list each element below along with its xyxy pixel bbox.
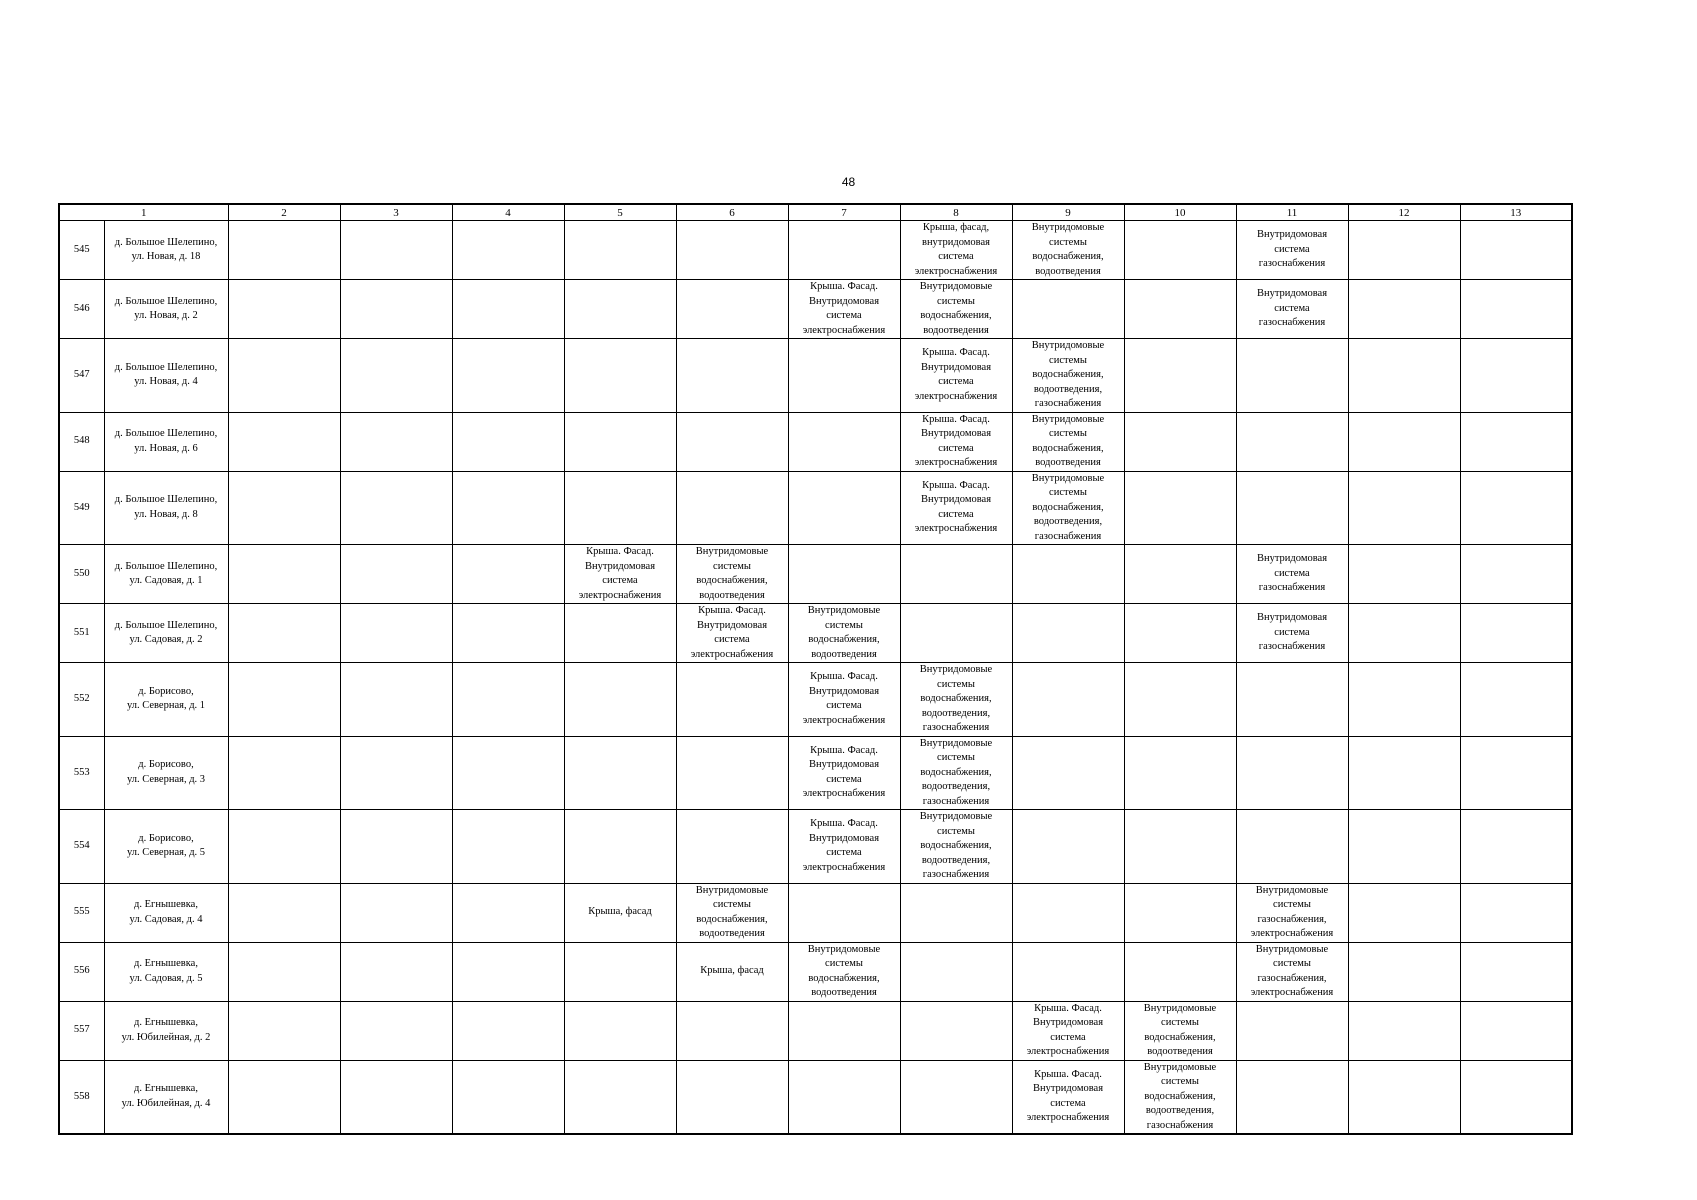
work-cell-col-11: Внутридомовая система газоснабжения	[1236, 604, 1348, 663]
column-header-10: 10	[1124, 204, 1236, 221]
work-cell-col-10	[1124, 471, 1236, 545]
row-number: 545	[59, 221, 104, 280]
work-cell-col-13	[1460, 280, 1572, 339]
work-cell-col-12	[1348, 471, 1460, 545]
work-cell-col-5	[564, 412, 676, 471]
column-header-4: 4	[452, 204, 564, 221]
address-cell: д. Большое Шелепино, ул. Садовая, д. 1	[104, 545, 228, 604]
address-cell: д. Егнышевка, ул. Садовая, д. 4	[104, 883, 228, 942]
work-cell-col-9	[1012, 545, 1124, 604]
column-header-9: 9	[1012, 204, 1124, 221]
work-cell-col-9: Внутридомовые системы водоснабжения, водоотведения, газоснабжения	[1012, 339, 1124, 413]
work-cell-col-8: Крыша. Фасад. Внутридомовая система электроснабжения	[900, 471, 1012, 545]
work-cell-col-10	[1124, 280, 1236, 339]
address-cell: д. Егнышевка, ул. Садовая, д. 5	[104, 942, 228, 1001]
column-header-11: 11	[1236, 204, 1348, 221]
work-cell-col-11	[1236, 471, 1348, 545]
address-cell: д. Борисово, ул. Северная, д. 5	[104, 810, 228, 884]
work-cell-col-5	[564, 280, 676, 339]
work-cell-col-10	[1124, 883, 1236, 942]
row-number: 550	[59, 545, 104, 604]
work-cell-col-12	[1348, 942, 1460, 1001]
work-cell-col-11	[1236, 339, 1348, 413]
work-cell-col-8: Внутридомовые системы водоснабжения, водоотведения	[900, 280, 1012, 339]
work-cell-col-3	[340, 339, 452, 413]
work-cell-col-3	[340, 280, 452, 339]
work-cell-col-12	[1348, 663, 1460, 737]
address-cell: д. Борисово, ул. Северная, д. 1	[104, 663, 228, 737]
work-cell-col-5	[564, 1060, 676, 1134]
work-cell-col-9	[1012, 604, 1124, 663]
work-cell-col-10	[1124, 942, 1236, 1001]
work-cell-col-3	[340, 736, 452, 810]
work-cell-col-2	[228, 1060, 340, 1134]
work-cell-col-7	[788, 1060, 900, 1134]
work-cell-col-5	[564, 663, 676, 737]
table-row	[59, 604, 1572, 663]
work-cell-col-4	[452, 339, 564, 413]
work-cell-col-3	[340, 663, 452, 737]
work-cell-col-5	[564, 1001, 676, 1060]
work-cell-col-10: Внутридомовые системы водоснабжения, водоотведения	[1124, 1001, 1236, 1060]
work-cell-col-12	[1348, 412, 1460, 471]
work-cell-col-13	[1460, 471, 1572, 545]
work-cell-col-6	[676, 1060, 788, 1134]
work-cell-col-10	[1124, 736, 1236, 810]
work-cell-col-7	[788, 221, 900, 280]
work-cell-col-3	[340, 412, 452, 471]
work-cell-col-4	[452, 545, 564, 604]
work-cell-col-2	[228, 663, 340, 737]
work-cell-col-3	[340, 810, 452, 884]
work-cell-col-10: Внутридомовые системы водоснабжения, водоотведения, газоснабжения	[1124, 1060, 1236, 1134]
address-cell: д. Большое Шелепино, ул. Новая, д. 6	[104, 412, 228, 471]
table-row	[59, 883, 1572, 942]
work-cell-col-11	[1236, 1001, 1348, 1060]
work-cell-col-5	[564, 942, 676, 1001]
work-cell-col-4	[452, 663, 564, 737]
table-row	[59, 471, 1572, 545]
work-cell-col-9: Крыша. Фасад. Внутридомовая система электроснабжения	[1012, 1001, 1124, 1060]
work-cell-col-6	[676, 1001, 788, 1060]
row-number: 551	[59, 604, 104, 663]
work-cell-col-5	[564, 810, 676, 884]
column-header-12: 12	[1348, 204, 1460, 221]
work-cell-col-8: Внутридомовые системы водоснабжения, водоотведения, газоснабжения	[900, 736, 1012, 810]
table-row	[59, 942, 1572, 1001]
work-cell-col-2	[228, 221, 340, 280]
work-cell-col-10	[1124, 663, 1236, 737]
work-cell-col-2	[228, 810, 340, 884]
work-cell-col-4	[452, 604, 564, 663]
address-cell: д. Большое Шелепино, ул. Новая, д. 18	[104, 221, 228, 280]
header-row	[59, 204, 1572, 221]
work-cell-col-11	[1236, 736, 1348, 810]
work-cell-col-13	[1460, 1060, 1572, 1134]
work-cell-col-4	[452, 412, 564, 471]
row-number: 546	[59, 280, 104, 339]
row-number: 556	[59, 942, 104, 1001]
column-header-5: 5	[564, 204, 676, 221]
work-cell-col-6: Крыша. Фасад. Внутридомовая система электроснабжения	[676, 604, 788, 663]
work-cell-col-6	[676, 339, 788, 413]
work-cell-col-4	[452, 221, 564, 280]
work-cell-col-11: Внутридомовая система газоснабжения	[1236, 280, 1348, 339]
work-cell-col-12	[1348, 810, 1460, 884]
work-cell-col-13	[1460, 883, 1572, 942]
work-cell-col-5	[564, 221, 676, 280]
work-cell-col-6	[676, 663, 788, 737]
table-row	[59, 280, 1572, 339]
work-cell-col-7	[788, 1001, 900, 1060]
work-cell-col-7	[788, 545, 900, 604]
work-cell-col-8	[900, 1001, 1012, 1060]
work-cell-col-2	[228, 412, 340, 471]
work-cell-col-2	[228, 545, 340, 604]
address-cell: д. Большое Шелепино, ул. Новая, д. 8	[104, 471, 228, 545]
work-cell-col-7: Внутридомовые системы водоснабжения, водоотведения	[788, 942, 900, 1001]
work-cell-col-6	[676, 280, 788, 339]
table-header	[59, 204, 1572, 221]
work-cell-col-2	[228, 1001, 340, 1060]
work-cell-col-6: Крыша, фасад	[676, 942, 788, 1001]
work-cell-col-12	[1348, 221, 1460, 280]
work-cell-col-8: Крыша. Фасад. Внутридомовая система электроснабжения	[900, 339, 1012, 413]
column-header-8: 8	[900, 204, 1012, 221]
work-cell-col-2	[228, 736, 340, 810]
work-cell-col-8	[900, 883, 1012, 942]
work-cell-col-2	[228, 280, 340, 339]
work-cell-col-6	[676, 471, 788, 545]
work-cell-col-9	[1012, 942, 1124, 1001]
work-cell-col-3	[340, 545, 452, 604]
work-cell-col-9: Крыша. Фасад. Внутридомовая система электроснабжения	[1012, 1060, 1124, 1134]
work-cell-col-5	[564, 471, 676, 545]
table-row	[59, 221, 1572, 280]
work-cell-col-7: Крыша. Фасад. Внутридомовая система электроснабжения	[788, 663, 900, 737]
work-cell-col-8: Крыша, фасад, внутридомовая система электроснабжения	[900, 221, 1012, 280]
row-number: 558	[59, 1060, 104, 1134]
work-cell-col-10	[1124, 339, 1236, 413]
work-cell-col-5	[564, 604, 676, 663]
table-row	[59, 339, 1572, 413]
work-cell-col-6	[676, 221, 788, 280]
work-cell-col-3	[340, 942, 452, 1001]
work-cell-col-13	[1460, 1001, 1572, 1060]
work-cell-col-7	[788, 339, 900, 413]
work-cell-col-6: Внутридомовые системы водоснабжения, водоотведения	[676, 883, 788, 942]
work-cell-col-13	[1460, 604, 1572, 663]
column-header-6: 6	[676, 204, 788, 221]
work-cell-col-7	[788, 471, 900, 545]
row-number: 555	[59, 883, 104, 942]
work-cell-col-10	[1124, 604, 1236, 663]
work-cell-col-13	[1460, 545, 1572, 604]
work-cell-col-9	[1012, 280, 1124, 339]
row-number: 554	[59, 810, 104, 884]
work-cell-col-9	[1012, 883, 1124, 942]
work-cell-col-8	[900, 1060, 1012, 1134]
work-cell-col-6	[676, 412, 788, 471]
page-number: 48	[841, 175, 856, 189]
address-cell: д. Большое Шелепино, ул. Новая, д. 2	[104, 280, 228, 339]
column-header-13: 13	[1460, 204, 1572, 221]
work-cell-col-3	[340, 604, 452, 663]
row-number: 557	[59, 1001, 104, 1060]
work-cell-col-8: Крыша. Фасад. Внутридомовая система электроснабжения	[900, 412, 1012, 471]
work-cell-col-12	[1348, 1001, 1460, 1060]
work-cell-col-7	[788, 412, 900, 471]
work-cell-col-11	[1236, 412, 1348, 471]
work-cell-col-5: Крыша. Фасад. Внутридомовая система электроснабжения	[564, 545, 676, 604]
work-cell-col-7: Крыша. Фасад. Внутридомовая система электроснабжения	[788, 810, 900, 884]
work-cell-col-11: Внутридомовые системы газоснабжения, электроснабжения	[1236, 883, 1348, 942]
work-cell-col-13	[1460, 942, 1572, 1001]
address-cell: д. Большое Шелепино, ул. Садовая, д. 2	[104, 604, 228, 663]
table-row	[59, 1060, 1572, 1134]
work-cell-col-4	[452, 883, 564, 942]
column-header-7: 7	[788, 204, 900, 221]
address-cell: д. Егнышевка, ул. Юбилейная, д. 2	[104, 1001, 228, 1060]
work-cell-col-11	[1236, 1060, 1348, 1134]
column-header-3: 3	[340, 204, 452, 221]
work-cell-col-9: Внутридомовые системы водоснабжения, водоотведения	[1012, 221, 1124, 280]
work-cell-col-10	[1124, 810, 1236, 884]
work-cell-col-4	[452, 1060, 564, 1134]
row-number: 547	[59, 339, 104, 413]
work-cell-col-4	[452, 942, 564, 1001]
work-cell-col-3	[340, 1060, 452, 1134]
work-cell-col-9	[1012, 736, 1124, 810]
column-header-2: 2	[228, 204, 340, 221]
work-cell-col-4	[452, 736, 564, 810]
work-cell-col-9: Внутридомовые системы водоснабжения, водоотведения	[1012, 412, 1124, 471]
work-cell-col-4	[452, 810, 564, 884]
work-cell-col-7: Внутридомовые системы водоснабжения, водоотведения	[788, 604, 900, 663]
work-cell-col-13	[1460, 339, 1572, 413]
row-number: 553	[59, 736, 104, 810]
work-cell-col-2	[228, 942, 340, 1001]
work-cell-col-10	[1124, 221, 1236, 280]
work-cell-col-3	[340, 471, 452, 545]
table-row	[59, 736, 1572, 810]
work-cell-col-12	[1348, 883, 1460, 942]
work-cell-col-11: Внутридомовые системы газоснабжения, электроснабжения	[1236, 942, 1348, 1001]
work-cell-col-13	[1460, 412, 1572, 471]
work-cell-col-7	[788, 883, 900, 942]
work-cell-col-8	[900, 545, 1012, 604]
work-cell-col-7: Крыша. Фасад. Внутридомовая система электроснабжения	[788, 736, 900, 810]
repair-schedule-table	[58, 203, 1573, 1135]
table-row	[59, 412, 1572, 471]
work-cell-col-3	[340, 221, 452, 280]
work-cell-col-11: Внутридомовая система газоснабжения	[1236, 545, 1348, 604]
work-cell-col-2	[228, 471, 340, 545]
work-cell-col-4	[452, 471, 564, 545]
work-cell-col-5	[564, 736, 676, 810]
work-cell-col-12	[1348, 280, 1460, 339]
work-cell-col-6: Внутридомовые системы водоснабжения, водоотведения	[676, 545, 788, 604]
work-cell-col-11: Внутридомовая система газоснабжения	[1236, 221, 1348, 280]
work-cell-col-13	[1460, 221, 1572, 280]
work-cell-col-4	[452, 280, 564, 339]
work-cell-col-7: Крыша. Фасад. Внутридомовая система электроснабжения	[788, 280, 900, 339]
work-cell-col-10	[1124, 412, 1236, 471]
work-cell-col-13	[1460, 810, 1572, 884]
work-cell-col-6	[676, 736, 788, 810]
work-cell-col-10	[1124, 545, 1236, 604]
row-number: 549	[59, 471, 104, 545]
work-cell-col-5: Крыша, фасад	[564, 883, 676, 942]
work-cell-col-9	[1012, 663, 1124, 737]
address-cell: д. Большое Шелепино, ул. Новая, д. 4	[104, 339, 228, 413]
work-cell-col-13	[1460, 736, 1572, 810]
work-cell-col-9: Внутридомовые системы водоснабжения, водоотведения, газоснабжения	[1012, 471, 1124, 545]
work-cell-col-8	[900, 604, 1012, 663]
work-cell-col-2	[228, 339, 340, 413]
work-cell-col-11	[1236, 663, 1348, 737]
work-cell-col-6	[676, 810, 788, 884]
work-cell-col-12	[1348, 604, 1460, 663]
column-header-1: 1	[59, 204, 228, 221]
work-cell-col-8: Внутридомовые системы водоснабжения, водоотведения, газоснабжения	[900, 810, 1012, 884]
work-cell-col-3	[340, 883, 452, 942]
work-cell-col-11	[1236, 810, 1348, 884]
work-cell-col-9	[1012, 810, 1124, 884]
work-cell-col-5	[564, 339, 676, 413]
table-row	[59, 810, 1572, 884]
table-body	[59, 221, 1572, 1135]
work-cell-col-8	[900, 942, 1012, 1001]
row-number: 552	[59, 663, 104, 737]
work-cell-col-2	[228, 604, 340, 663]
work-cell-col-4	[452, 1001, 564, 1060]
work-cell-col-12	[1348, 545, 1460, 604]
work-cell-col-12	[1348, 1060, 1460, 1134]
work-cell-col-3	[340, 1001, 452, 1060]
work-cell-col-8: Внутридомовые системы водоснабжения, водоотведения, газоснабжения	[900, 663, 1012, 737]
address-cell: д. Борисово, ул. Северная, д. 3	[104, 736, 228, 810]
address-cell: д. Егнышевка, ул. Юбилейная, д. 4	[104, 1060, 228, 1134]
row-number: 548	[59, 412, 104, 471]
work-cell-col-12	[1348, 339, 1460, 413]
table-row	[59, 545, 1572, 604]
work-cell-col-12	[1348, 736, 1460, 810]
table-row	[59, 1001, 1572, 1060]
work-cell-col-13	[1460, 663, 1572, 737]
work-cell-col-2	[228, 883, 340, 942]
table-row	[59, 663, 1572, 737]
